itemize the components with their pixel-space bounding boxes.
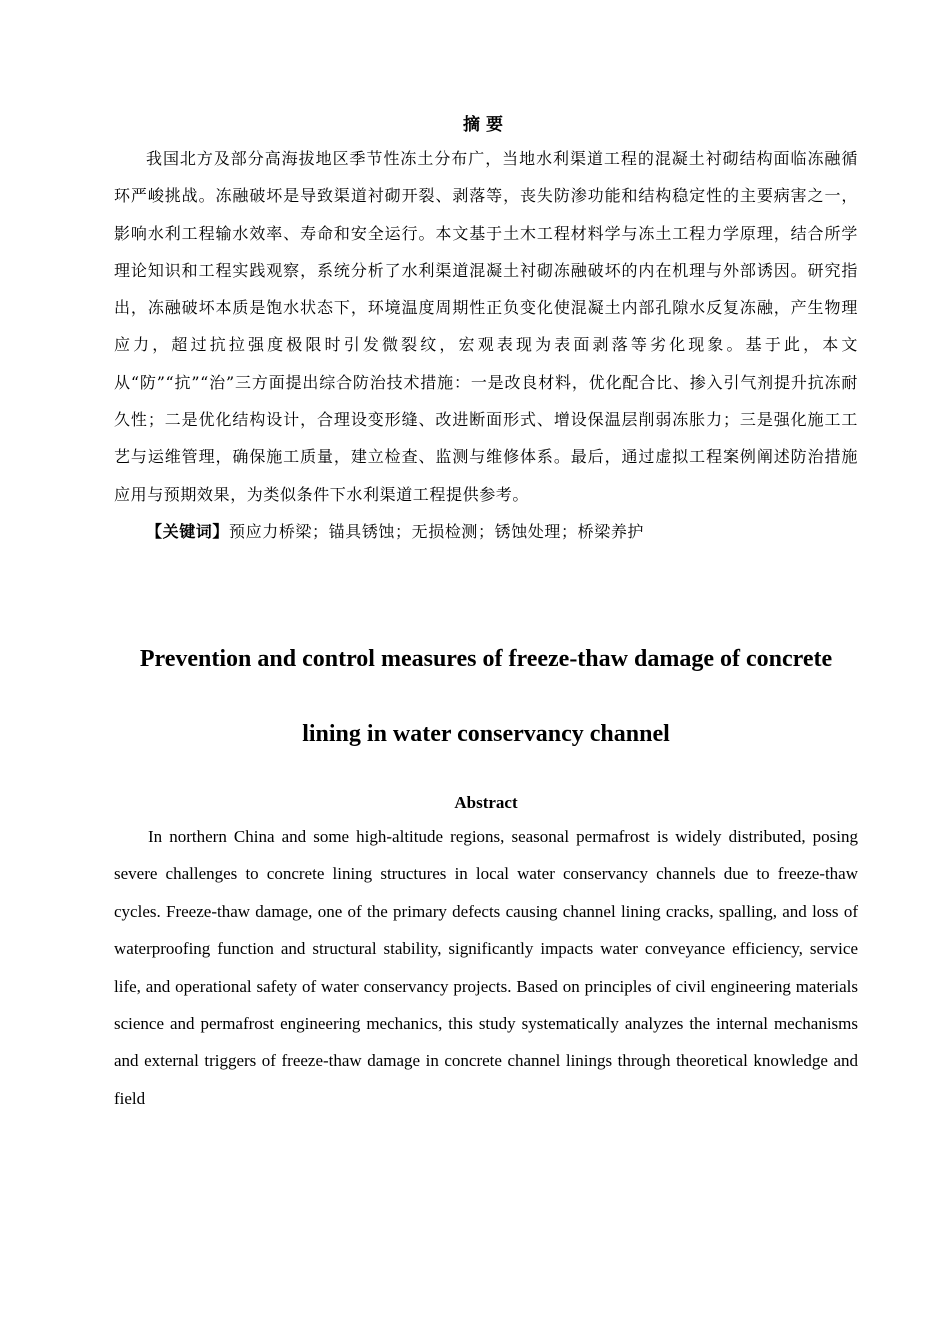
paper-page bbox=[114, 110, 858, 1117]
keywords-label: 【关键词】 bbox=[146, 521, 230, 541]
english-abstract-body: In northern China and some high-altitude regions, seasonal permafrost is widely distributed, posing severe challenges to concrete lining structures in local water conservancy channels due to freeze-thaw cycles. Freeze-thaw damage, one of the primary defects causing channel lining cracks, spalling, and loss of waterproofing function and structural stability, significantly impacts water conveyance efficiency, service life, and operational safety of water conservancy projects. Based on principles of civil engineering materials science and permafrost engineering mechanics, this study systematically analyzes the internal mechanisms and external triggers of freeze-thaw damage in concrete channel linings through theoretical knowledge and field bbox=[114, 826, 858, 1108]
english-title-line2: lining in water conservancy channel bbox=[302, 720, 670, 747]
english-abstract-heading: Abstract bbox=[454, 792, 518, 812]
english-title bbox=[114, 622, 858, 772]
chinese-keywords bbox=[114, 513, 858, 550]
chinese-abstract-body: 我国北方及部分高海拔地区季节性冻土分布广，当地水利渠道工程的混凝土衬砌结构面临冻融循环严峻挑战。冻融破坏是导致渠道衬砌开裂、剥落等，丧失防渗功能和结构稳定性的主要病害之一，影响水利工程输水效率、寿命和安全运行。本文基于土木工程材料学与冻土工程力学原理，结合所学理论知识和工程实践观察，系统分析了水利渠道混凝土衬砌冻融破坏的内在机理与外部诱因。研究指出，冻融破坏本质是饱水状态下，环境温度周期性正负变化使混凝土内部孔隙水反复冻融，产生物理应力，超过抗拉强度极限时引发微裂纹，宏观表现为表面剥落等劣化现象。基于此，本文从“防”“抗”“治”三方面提出综合防治技术措施：一是改良材料，优化配合比、掺入引气剂提升抗冻耐久性；二是优化结构设计，合理设变形缝、改进断面形式、增设保温层削弱冻胀力；三是强化施工工艺与运维管理，确保施工质量，建立检查、监测与维修体系。最后，通过虚拟工程案例阐述防治措施应用与预期效果，为类似条件下水利渠道工程提供参考。 bbox=[114, 149, 858, 504]
chinese-abstract-heading: 摘要 bbox=[463, 115, 509, 135]
english-title-line1: Prevention and control measures of freeze-thaw damage of concrete bbox=[139, 645, 833, 672]
keywords-list: 预应力桥梁；锚具锈蚀；无损检测；锈蚀处理；桥梁养护 bbox=[229, 521, 645, 541]
